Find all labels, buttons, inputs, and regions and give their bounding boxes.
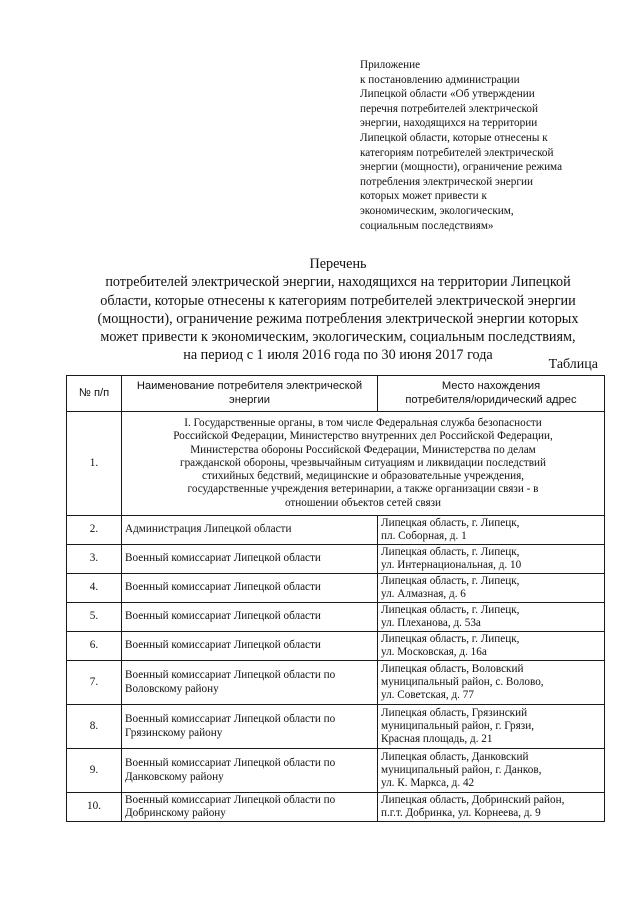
table-row (67, 574, 605, 603)
header-address (378, 376, 605, 412)
section-row (67, 412, 605, 516)
consumer-address (378, 793, 605, 822)
section-line: государственные учреждения ветеринарии, а также организации связи - в (187, 483, 539, 496)
row-number: 9. (67, 749, 122, 793)
table-row (67, 793, 605, 822)
consumer-name-line: Военный комиссариат Липецкой области (125, 610, 321, 623)
address-line: Липецкая область, г. Липецк, (381, 603, 520, 616)
title-line: может привести к экономическим, экологическим, социальным последствиям, (100, 329, 576, 346)
header-address-line: Место нахождения (441, 380, 541, 393)
title-line: области, которые отнесены к категориям потребителей электрической энергии (100, 292, 576, 309)
section-line: гражданской обороны, чрезвычайным ситуациям и ликвидации последствий (179, 456, 546, 469)
address-line: Липецкая область, Грязинский (381, 706, 528, 719)
consumer-name (122, 749, 378, 793)
table-row (67, 705, 605, 749)
consumer-name (122, 661, 378, 705)
header-name (122, 376, 378, 412)
consumer-address (378, 603, 605, 632)
row-number: 2. (67, 516, 122, 545)
title-line: на период с 1 июля 2016 года по 30 июня 2017 года (183, 347, 493, 364)
consumer-name-line: Военный комиссариат Липецкой области по (125, 757, 336, 770)
appendix-line: перечня потребителей электрической (360, 102, 538, 115)
header-name-line: энергии (229, 393, 270, 406)
consumer-name-line: Воловскому району (125, 682, 219, 695)
table-row (67, 545, 605, 574)
consumer-name (122, 545, 378, 574)
consumer-name (122, 793, 378, 822)
consumer-address (378, 574, 605, 603)
address-line: ул. Московская, д. 16а (381, 646, 487, 658)
consumer-name-line: Администрация Липецкой области (125, 523, 292, 536)
header-num: № п/п (67, 376, 122, 412)
table-row (67, 749, 605, 793)
appendix-line: энергии, находящихся на территории (360, 117, 538, 130)
consumer-name (122, 574, 378, 603)
address-line: пл. Соборная, д. 1 (381, 530, 467, 542)
consumer-name-line: Военный комиссариат Липецкой области по (125, 793, 336, 806)
address-line: ул. Плеханова, д. 53а (381, 617, 481, 629)
table-row (67, 632, 605, 661)
address-line: ул. Алмазная, д. 6 (381, 588, 466, 600)
section-line: отношении объектов сетей связи (284, 496, 442, 509)
consumer-name-line: Данковскому району (125, 770, 224, 783)
address-line: муниципальный район, г. Данков, (381, 763, 542, 776)
consumer-name-line: Военный комиссариат Липецкой области по (125, 713, 336, 726)
address-line: Красная площадь, д. 21 (381, 733, 493, 746)
section-title (122, 412, 605, 516)
consumer-name-line: Военный комиссариат Липецкой области (125, 581, 321, 594)
appendix-note (360, 58, 610, 233)
section-line: Министерства обороны Российской Федерации, Министерства по делам (190, 443, 536, 456)
title-line: (мощности), ограничение режима потребления электрической энергии которых (97, 310, 579, 327)
consumer-name-line: Грязинскому району (125, 726, 223, 739)
address-line: Липецкая область, г. Липецк, (381, 632, 520, 645)
title-heading: Перечень (309, 256, 367, 272)
address-line: п.г.т. Добринка, ул. Корнеева, д. 9 (381, 807, 541, 819)
appendix-line: социальным последствиям» (360, 219, 494, 232)
title-line: потребителей электрической энергии, находящихся на территории Липецкой (105, 274, 571, 291)
row-number: 8. (67, 705, 122, 749)
consumer-address (378, 545, 605, 574)
consumers-table (66, 375, 605, 822)
table-row (67, 603, 605, 632)
consumer-name-line: Военный комиссариат Липецкой области (125, 552, 321, 565)
row-number: 3. (67, 545, 122, 574)
address-line: Липецкая область, Добринский район, (381, 793, 565, 806)
appendix-line: которых может привести к (360, 190, 487, 203)
section-line: I. Государственные органы, в том числе Федеральная служба безопасности (184, 417, 542, 430)
row-number: 1. (67, 412, 122, 516)
address-line: муниципальный район, с. Волово, (381, 675, 544, 688)
consumer-name (122, 632, 378, 661)
consumer-name (122, 705, 378, 749)
row-number: 10. (67, 793, 122, 822)
consumer-name-line: Добринскому району (125, 807, 226, 819)
address-line: Липецкая область, Данковский (381, 750, 529, 763)
address-line: ул. Советская, д. 77 (381, 689, 474, 702)
consumer-name-line: Военный комиссариат Липецкой области (125, 639, 321, 652)
table-row (67, 661, 605, 705)
appendix-line: Липецкой области, которые отнесены к (360, 131, 548, 144)
appendix-line: экономическим, экологическим, (360, 204, 514, 217)
address-line: Липецкая область, г. Липецк, (381, 545, 520, 558)
address-line: Липецкая область, г. Липецк, (381, 574, 520, 587)
row-number: 7. (67, 661, 122, 705)
consumer-address (378, 749, 605, 793)
consumer-name (122, 603, 378, 632)
consumer-name (122, 516, 378, 545)
address-line: Липецкая область, г. Липецк, (381, 516, 520, 529)
table-row (67, 516, 605, 545)
appendix-line: энергии (мощности), ограничение режима (360, 161, 563, 174)
table-header-row (67, 376, 605, 412)
row-number: 4. (67, 574, 122, 603)
appendix-line: Приложение (360, 59, 421, 71)
appendix-line: Липецкой области «Об утверждении (360, 88, 535, 101)
document-title (70, 255, 606, 365)
table-label: Таблица (548, 357, 598, 372)
appendix-line: потребления электрической энергии (360, 175, 533, 188)
address-line: ул. К. Маркса, д. 42 (381, 777, 475, 790)
appendix-line: к постановлению администрации (360, 73, 520, 86)
row-number: 6. (67, 632, 122, 661)
section-line: Российской Федерации, Министерство внутренних дел Российской Федерации, (173, 430, 553, 443)
address-line: Липецкая область, Воловский (381, 662, 524, 675)
consumer-address (378, 632, 605, 661)
consumer-name-line: Военный комиссариат Липецкой области по (125, 669, 336, 682)
appendix-line: категориям потребителей электрической (360, 146, 554, 159)
row-number: 5. (67, 603, 122, 632)
header-name-line: Наименование потребителя электрической (136, 380, 363, 393)
address-line: ул. Интернациональная, д. 10 (381, 559, 522, 571)
section-line: стихийных бедствий, медицинские и образовательные учреждения, (201, 470, 525, 483)
address-line: муниципальный район, г. Грязи, (381, 719, 534, 732)
consumer-address (378, 705, 605, 749)
consumer-address (378, 661, 605, 705)
consumer-address (378, 516, 605, 545)
header-address-line: потребителя/юридический адрес (405, 393, 577, 406)
